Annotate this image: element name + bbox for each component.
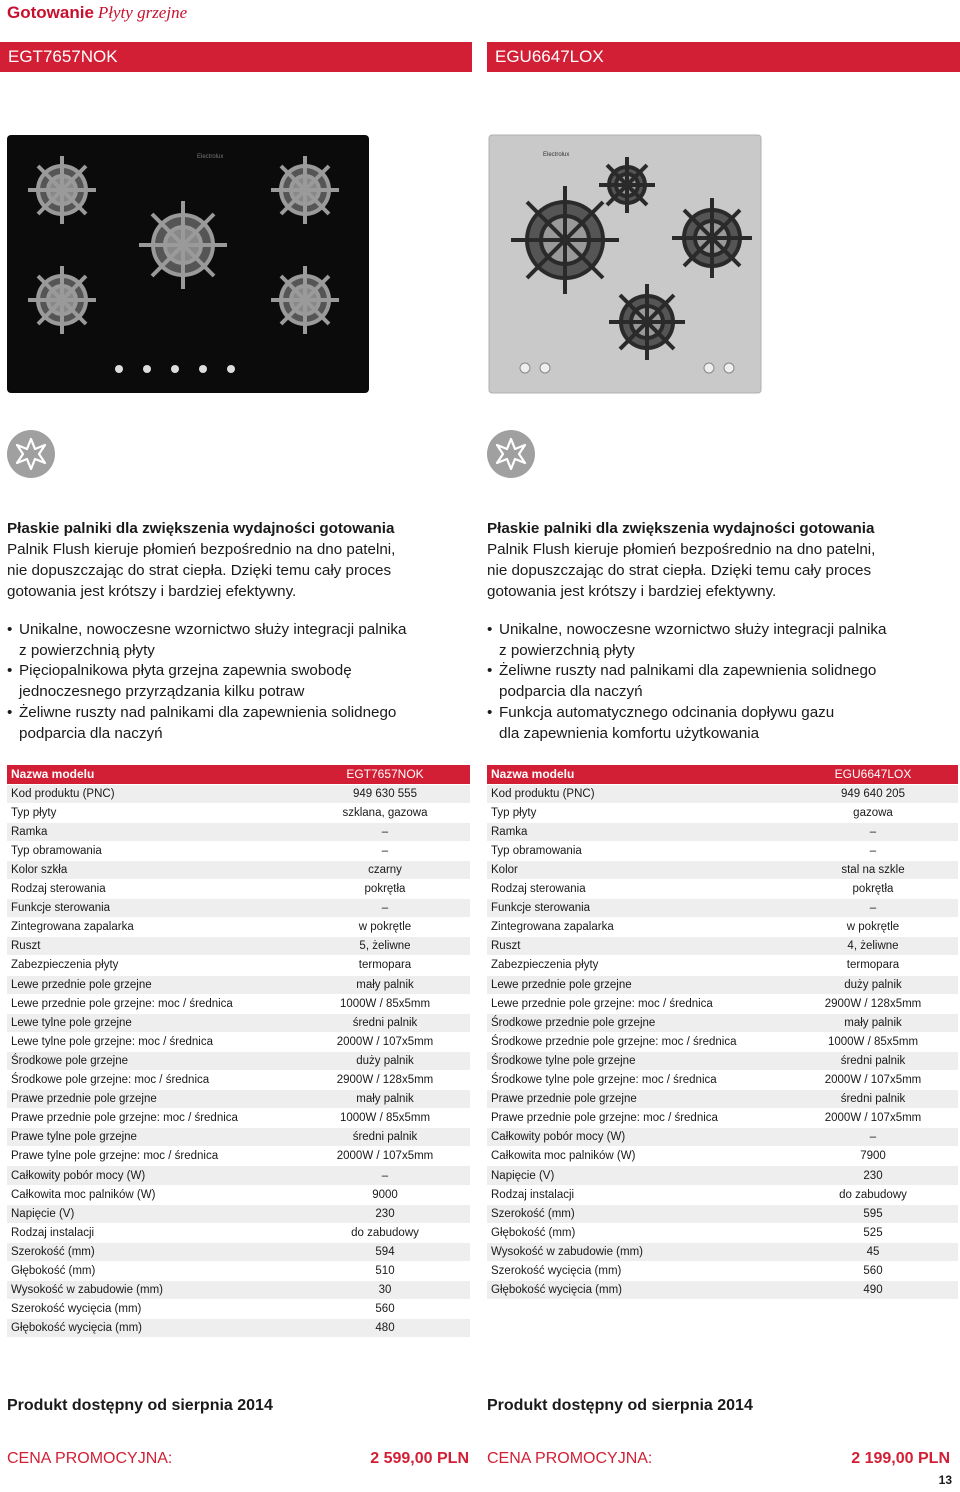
bullet-line: z powierzchnią płyty — [19, 641, 155, 659]
spec-value: – — [300, 1166, 470, 1185]
spec-row — [487, 1261, 958, 1280]
spec-label: Głębokość wycięcia (mm) — [487, 1281, 788, 1300]
spec-label: Prawe tylne pole grzejne: moc / średnica — [7, 1147, 300, 1166]
spec-value: średni palnik — [788, 1090, 958, 1109]
spec-value: 9000 — [300, 1185, 470, 1204]
feature-description — [487, 539, 947, 602]
spec-row — [487, 822, 958, 841]
spec-row — [7, 784, 470, 803]
spec-label: Typ obramowania — [7, 841, 300, 860]
spec-label: Szerokość (mm) — [487, 1204, 788, 1223]
spec-label: Zabezpieczenia płyty — [487, 956, 788, 975]
spec-value: 525 — [788, 1223, 958, 1242]
spec-value: 949 630 555 — [300, 784, 470, 803]
spec-row — [7, 1032, 470, 1051]
spec-value: 2000W / 107x5mm — [300, 1147, 470, 1166]
spec-value: duży palnik — [788, 975, 958, 994]
spec-row — [7, 1185, 470, 1204]
availability-note: Produkt dostępny od sierpnia 2014 — [487, 1397, 753, 1414]
spec-label: Lewe tylne pole grzejne — [7, 1013, 300, 1032]
spec-label: Napięcie (V) — [7, 1204, 300, 1223]
spec-value: średni palnik — [300, 1128, 470, 1147]
spec-value: 230 — [300, 1204, 470, 1223]
spec-value: 1000W / 85x5mm — [300, 994, 470, 1013]
spec-label: Rodzaj instalacji — [7, 1223, 300, 1242]
spec-row — [7, 822, 470, 841]
spec-label: Funkcje sterowania — [487, 899, 788, 918]
spec-value: stal na szkle — [788, 860, 958, 879]
spec-label: Typ obramowania — [487, 841, 788, 860]
spec-row — [7, 841, 470, 860]
feature-line: Palnik Flush kieruje płomień bezpośrednio na dno patelni, — [7, 541, 396, 558]
spec-label: Rodzaj instalacji — [487, 1185, 788, 1204]
spec-value: 2900W / 128x5mm — [300, 1071, 470, 1090]
spec-value: 2000W / 107x5mm — [788, 1109, 958, 1128]
spec-row — [487, 1166, 958, 1185]
feature-title: Płaskie palniki dla zwiększenia wydajności gotowania — [7, 520, 395, 537]
spec-label: Lewe przednie pole grzejne: moc / średnica — [487, 994, 788, 1013]
feature-block — [487, 518, 947, 602]
bullet-item — [7, 703, 467, 744]
spec-row — [487, 1185, 958, 1204]
spec-value: 7900 — [788, 1147, 958, 1166]
bullet-line: podparcia dla naczyń — [19, 724, 163, 742]
spec-value: 490 — [788, 1281, 958, 1300]
spec-row — [487, 1071, 958, 1090]
subsection-title: Płyty grzejne — [97, 3, 188, 22]
spec-row — [487, 880, 958, 899]
spec-row — [487, 784, 958, 803]
spec-value: – — [788, 841, 958, 860]
feature-line: nie dopuszczając do strat ciepła. Dzięki temu cały proces — [487, 562, 872, 579]
product-photo — [487, 130, 959, 400]
spec-value: gazowa — [788, 803, 958, 822]
spec-label: Szerokość wycięcia (mm) — [7, 1300, 300, 1319]
spec-label: Prawe tylne pole grzejne — [7, 1128, 300, 1147]
spec-value: termopara — [788, 956, 958, 975]
spec-value: mały palnik — [300, 1090, 470, 1109]
spec-label: Rodzaj sterowania — [487, 880, 788, 899]
price-label: CENA PROMOCYJNA: — [487, 1450, 653, 1467]
bullet-item — [487, 703, 947, 744]
gas-hob-black-icon — [7, 130, 369, 395]
svg-text:Electrolux: Electrolux — [543, 152, 570, 158]
spec-header-value: EGU6647LOX — [788, 765, 958, 784]
spec-label: Głębokość (mm) — [7, 1261, 300, 1280]
bullet-item — [487, 661, 947, 702]
spec-row — [487, 1147, 958, 1166]
spec-row — [7, 1090, 470, 1109]
price-row — [7, 1450, 469, 1472]
spec-label: Środkowe przednie pole grzejne — [487, 1013, 788, 1032]
spec-value: mały palnik — [788, 1013, 958, 1032]
spec-label: Lewe przednie pole grzejne — [7, 975, 300, 994]
bullet-line: • Żeliwne ruszty nad palnikami dla zapewnienia solidnego — [499, 662, 877, 680]
feature-title: Płaskie palniki dla zwiększenia wydajności gotowania — [487, 520, 875, 537]
bullet-line: z powierzchnią płyty — [499, 641, 635, 659]
gas-hob-stainless-icon — [487, 130, 762, 395]
spec-label: Środkowe tylne pole grzejne — [487, 1051, 788, 1070]
feature-bullets — [487, 620, 947, 744]
spec-row — [7, 1147, 470, 1166]
spec-label: Całkowita moc palników (W) — [487, 1147, 788, 1166]
spec-value: do zabudowy — [788, 1185, 958, 1204]
spec-label: Środkowe pole grzejne — [7, 1051, 300, 1070]
spec-row — [7, 1051, 470, 1070]
bullet-line: • Unikalne, nowoczesne wzornictwo służy integracji palnika — [499, 621, 887, 638]
spec-row — [487, 1223, 958, 1242]
spec-value: 480 — [300, 1319, 470, 1338]
spec-header-row — [7, 765, 470, 784]
spec-value: – — [300, 899, 470, 918]
spec-label: Wysokość w zabudowie (mm) — [7, 1281, 300, 1300]
spec-label: Szerokość (mm) — [7, 1242, 300, 1261]
bullet-line: • Pięciopalnikowa płyta grzejna zapewnia swobodę — [19, 662, 352, 680]
spec-value: 560 — [300, 1300, 470, 1319]
spec-value: 1000W / 85x5mm — [788, 1032, 958, 1051]
spec-label: Środkowe tylne pole grzejne: moc / średnica — [487, 1071, 788, 1090]
spec-row — [487, 1051, 958, 1070]
price-label: CENA PROMOCYJNA: — [7, 1450, 173, 1467]
bullet-item — [7, 661, 467, 702]
spec-row — [7, 1223, 470, 1242]
spec-value: 2000W / 107x5mm — [300, 1032, 470, 1051]
spec-row — [487, 1109, 958, 1128]
availability-note: Produkt dostępny od sierpnia 2014 — [7, 1397, 273, 1414]
page-number: 13 — [938, 1473, 952, 1487]
star-burst-icon — [7, 430, 55, 478]
spec-row — [487, 803, 958, 822]
spec-value: – — [788, 1128, 958, 1147]
spec-label: Ruszt — [487, 937, 788, 956]
spec-value: w pokrętle — [300, 918, 470, 937]
spec-value: mały palnik — [300, 975, 470, 994]
spec-value: duży palnik — [300, 1051, 470, 1070]
spec-label: Funkcje sterowania — [7, 899, 300, 918]
spec-row — [487, 899, 958, 918]
spec-value: 30 — [300, 1281, 470, 1300]
spec-value: 594 — [300, 1242, 470, 1261]
spec-row — [487, 1032, 958, 1051]
bullet-line: jednoczesnego przyrządzania kilku potraw — [19, 683, 305, 701]
spec-header-label: Nazwa modelu — [7, 765, 300, 784]
spec-label: Lewe przednie pole grzejne — [487, 975, 788, 994]
spec-value: 560 — [788, 1261, 958, 1280]
spec-row — [7, 899, 470, 918]
spec-value: 2000W / 107x5mm — [788, 1071, 958, 1090]
spec-label: Szerokość wycięcia (mm) — [487, 1261, 788, 1280]
spec-label: Prawe przednie pole grzejne: moc / średnica — [7, 1109, 300, 1128]
section-title: Gotowanie — [7, 3, 94, 22]
feature-line: nie dopuszczając do strat ciepła. Dzięki temu cały proces — [7, 562, 392, 579]
bullet-line: • Unikalne, nowoczesne wzornictwo służy integracji palnika — [19, 621, 407, 638]
spec-label: Rodzaj sterowania — [7, 880, 300, 899]
model-title-bar: EGU6647LOX — [487, 42, 960, 72]
spec-label: Kolor — [487, 860, 788, 879]
spec-row — [7, 1261, 470, 1280]
price-value: 2 199,00 PLN — [851, 1450, 950, 1467]
model-title-bar: EGT7657NOK — [0, 42, 472, 72]
spec-value: 2900W / 128x5mm — [788, 994, 958, 1013]
spec-row — [7, 1128, 470, 1147]
spec-label: Wysokość w zabudowie (mm) — [487, 1242, 788, 1261]
product-photo — [7, 130, 479, 400]
spec-value: do zabudowy — [300, 1223, 470, 1242]
spec-label: Kod produktu (PNC) — [487, 784, 788, 803]
spec-value: 1000W / 85x5mm — [300, 1109, 470, 1128]
spec-value: termopara — [300, 956, 470, 975]
spec-row — [487, 975, 958, 994]
spec-row — [487, 1128, 958, 1147]
spec-label: Całkowity pobór mocy (W) — [487, 1128, 788, 1147]
spec-header-value: EGT7657NOK — [300, 765, 470, 784]
feature-description — [7, 539, 467, 602]
spec-value: – — [788, 899, 958, 918]
spec-label: Prawe przednie pole grzejne: moc / średnica — [487, 1109, 788, 1128]
spec-row — [487, 1013, 958, 1032]
spec-label: Prawe przednie pole grzejne — [7, 1090, 300, 1109]
spec-value: 4, żeliwne — [788, 937, 958, 956]
spec-label: Kolor szkła — [7, 860, 300, 879]
spec-row — [487, 956, 958, 975]
spec-label: Lewe tylne pole grzejne: moc / średnica — [7, 1032, 300, 1051]
spec-label: Typ płyty — [487, 803, 788, 822]
spec-value: w pokrętle — [788, 918, 958, 937]
spec-row — [7, 1071, 470, 1090]
spec-row — [487, 1090, 958, 1109]
bullet-item — [7, 620, 467, 661]
spec-header-row — [487, 765, 958, 784]
spec-row — [487, 860, 958, 879]
spec-label: Zabezpieczenia płyty — [7, 956, 300, 975]
spec-label: Ruszt — [7, 937, 300, 956]
spec-row — [7, 1013, 470, 1032]
spec-row — [487, 1242, 958, 1261]
bullet-line: • Funkcja automatycznego odcinania dopływu gazu — [499, 703, 835, 721]
price-row — [487, 1450, 950, 1472]
spec-row — [487, 1204, 958, 1223]
spec-value: – — [300, 841, 470, 860]
price-value: 2 599,00 PLN — [370, 1450, 469, 1467]
feature-block — [7, 518, 467, 602]
bullet-line: podparcia dla naczyń — [499, 683, 643, 701]
feature-bullets — [7, 620, 467, 744]
spec-value: pokrętła — [300, 880, 470, 899]
spec-label: Środkowe przednie pole grzejne: moc / średnica — [487, 1032, 788, 1051]
spec-value: – — [788, 822, 958, 841]
product-column-2 — [487, 0, 957, 1492]
feature-line: Palnik Flush kieruje płomień bezpośrednio na dno patelni, — [487, 541, 876, 558]
spec-row — [7, 1204, 470, 1223]
spec-value: 949 640 205 — [788, 784, 958, 803]
spec-row — [7, 1109, 470, 1128]
spec-row — [7, 860, 470, 879]
spec-value: średni palnik — [300, 1013, 470, 1032]
feature-line: gotowania jest krótszy i bardziej efektywny. — [7, 583, 297, 600]
bullet-line: dla zapewnienia komfortu użytkowania — [499, 724, 760, 742]
spec-row — [487, 918, 958, 937]
bullet-item — [487, 620, 947, 661]
spec-row — [487, 1281, 958, 1300]
spec-row — [7, 1166, 470, 1185]
spec-value: 595 — [788, 1204, 958, 1223]
product-column-1 — [0, 0, 470, 1492]
spec-label: Zintegrowana zapalarka — [7, 918, 300, 937]
svg-text:Electrolux: Electrolux — [197, 154, 224, 160]
spec-label: Typ płyty — [7, 803, 300, 822]
spec-row — [7, 937, 470, 956]
spec-label: Całkowita moc palników (W) — [7, 1185, 300, 1204]
spec-value: 510 — [300, 1261, 470, 1280]
spec-value: czarny — [300, 860, 470, 879]
spec-row — [7, 1242, 470, 1261]
spec-row — [7, 1281, 470, 1300]
spec-table — [7, 765, 470, 1338]
spec-value: 45 — [788, 1242, 958, 1261]
spec-row — [7, 1319, 470, 1338]
spec-row — [487, 994, 958, 1013]
spec-header-label: Nazwa modelu — [487, 765, 788, 784]
spec-label: Prawe przednie pole grzejne — [487, 1090, 788, 1109]
spec-value: 230 — [788, 1166, 958, 1185]
spec-row — [487, 841, 958, 860]
feature-line: gotowania jest krótszy i bardziej efektywny. — [487, 583, 777, 600]
spec-value: pokrętła — [788, 880, 958, 899]
spec-value: – — [300, 822, 470, 841]
spec-label: Napięcie (V) — [487, 1166, 788, 1185]
spec-label: Ramka — [487, 822, 788, 841]
spec-label: Ramka — [7, 822, 300, 841]
spec-label: Zintegrowana zapalarka — [487, 918, 788, 937]
spec-row — [7, 803, 470, 822]
spec-label: Głębokość (mm) — [487, 1223, 788, 1242]
spec-row — [7, 975, 470, 994]
spec-row — [7, 956, 470, 975]
spec-label: Całkowity pobór mocy (W) — [7, 1166, 300, 1185]
spec-row — [7, 918, 470, 937]
spec-row — [7, 880, 470, 899]
spec-table — [487, 765, 958, 1300]
spec-label: Lewe przednie pole grzejne: moc / średnica — [7, 994, 300, 1013]
spec-label: Kod produktu (PNC) — [7, 784, 300, 803]
spec-label: Środkowe pole grzejne: moc / średnica — [7, 1071, 300, 1090]
spec-value: 5, żeliwne — [300, 937, 470, 956]
spec-value: średni palnik — [788, 1051, 958, 1070]
bullet-line: • Żeliwne ruszty nad palnikami dla zapewnienia solidnego — [19, 703, 397, 721]
spec-value: szklana, gazowa — [300, 803, 470, 822]
star-burst-icon — [487, 430, 535, 478]
spec-row — [487, 937, 958, 956]
spec-label: Głębokość wycięcia (mm) — [7, 1319, 300, 1338]
spec-row — [7, 994, 470, 1013]
spec-row — [7, 1300, 470, 1319]
